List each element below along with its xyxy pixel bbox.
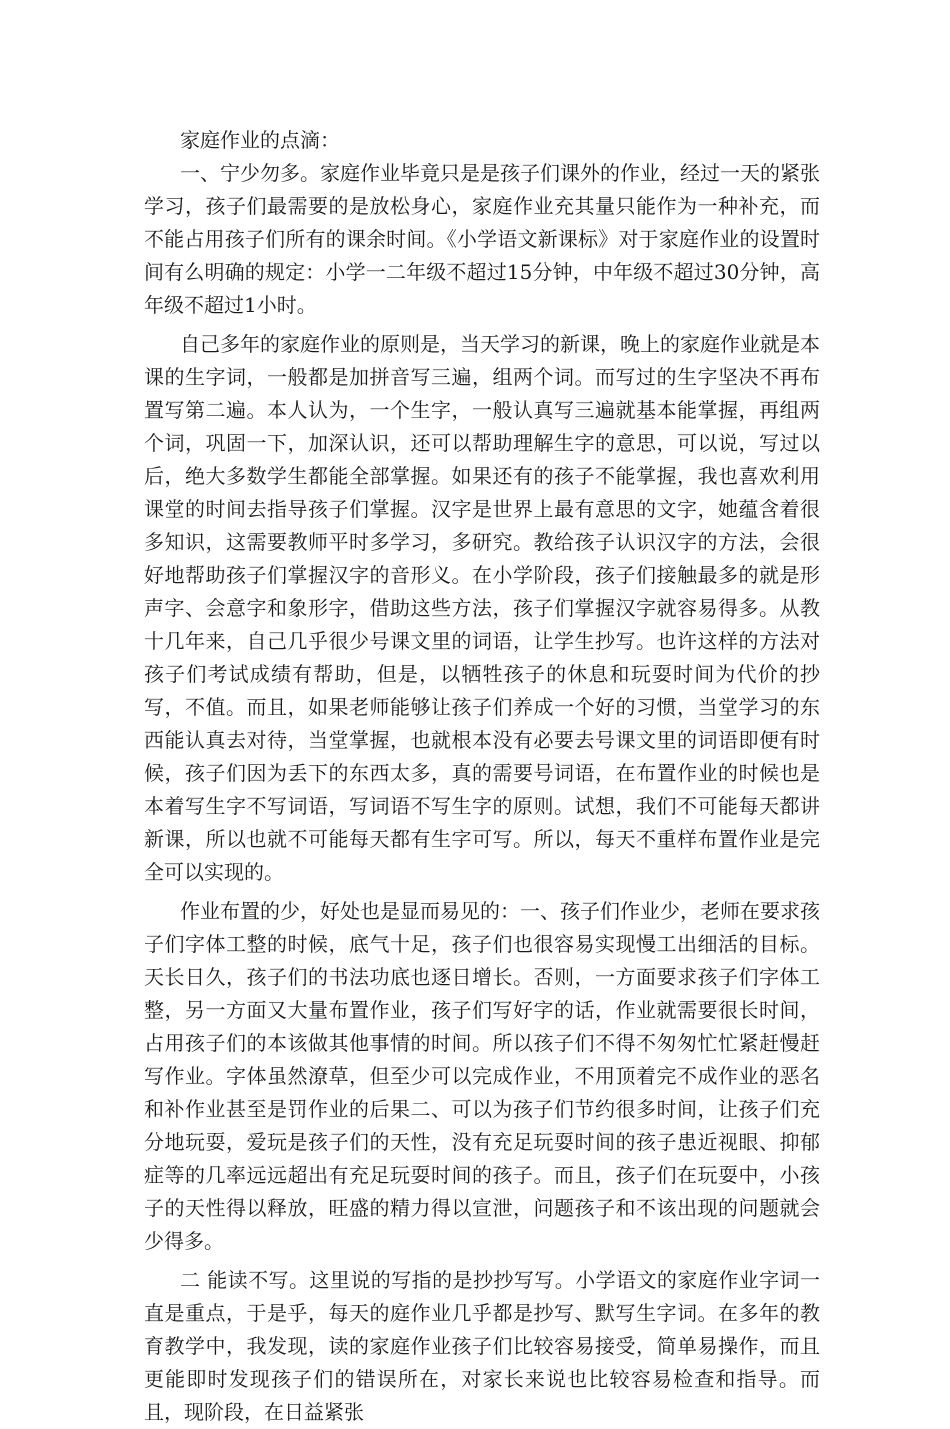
paragraph-2: 自己多年的家庭作业的原则是，当天学习的新课，晚上的家庭作业就是本课的生字词，一般都是加拼音写三遍，组两个词。而写过的生字坚决不再布置写第二遍。本人认为，一个生字，一般认真写三遍就基本能掌握，再组两个词，巩固一下，加深认识，还可以帮助理解生字的意思，可以说，写过以后，绝大多数学生都能全部掌握。如果还有的孩子不能掌握，我也喜欢利用课堂的时间去指导孩子们掌握。汉字是世界上最有意思的文字，她蕴含着很多知识，这需要教师平时多学习，多研究。教给孩子认识汉字的方法，会很好地帮助孩子们掌握汉字的音形义。在小学阶段，孩子们接触最多的就是形声字、会意字和象形字，借助这些方法，孩子们掌握汉字就容易得多。从教十几年来，自己几乎很少号课文里的词语，让学生抄写。也许这样的方法对孩子们考试成绩有帮助，但是，以牺牲孩子的休息和玩耍时间为代价的抄写，不值。而且，如果老师能够让孩子们养成一个好的习惯，当堂学习的东西能认真去对待，当堂掌握，也就根本没有必要去号课文里的词语即便有时候，孩子们因为丢下的东西太多，真的需要号词语，在布置作业的时候也是本着写生字不写词语，写词语不写生字的原则。试想，我们不可能每天都讲新课，所以也就不可能每天都有生字可写。所以，每天不重样布置作业是完全可以实现的。 bbox=[144, 332, 820, 884]
document-body bbox=[144, 124, 820, 1429]
paragraph-3: 作业布置的少，好处也是显而易见的：一、孩子们作业少，老师在要求孩子们字体工整的时候，底气十足，孩子们也很容易实现慢工出细活的目标。天长日久，孩子们的书法功底也逐日增长。否则，一方面要求孩子们字体工整，另一方面又大量布置作业，孩子们写好字的话，作业就需要很长时间，占用孩子们的本该做其他事情的时间。所以孩子们不得不匆匆忙忙紧赶慢赶写作业。字体虽然潦草，但至少可以完成作业，不用顶着完不成作业的恶名和补作业甚至是罚作业的后果二、可以为孩子们节约很多时间，让孩子们充分地玩耍，爱玩是孩子们的天性，没有充足玩耍时间的孩子患近视眼、抑郁症等的几率远远超出有充足玩耍时间的孩子。而且，孩子们在玩耍中，小孩子的天性得以释放，旺盛的精力得以宣泄，问题孩子和不该出现的问题就会少得多。 bbox=[144, 899, 820, 1253]
paragraph-4: 二 能读不写。这里说的写指的是抄抄写写。小学语文的家庭作业字词一直是重点，于是乎，每天的庭作业几乎都是抄写、默写生字词。在多年的教育教学中，我发现，读的家庭作业孩子们比较容易接受，简单易操作，而且更能即时发现孩子们的错误所在，对家长来说也比较容易检查和指导。而且，现阶段，在日益紧张 bbox=[144, 1268, 820, 1424]
paragraph-1: 一、宁少勿多。家庭作业毕竟只是是孩子们课外的作业，经过一天的紧张学习，孩子们最需要的是放松身心，家庭作业充其量只能作为一种补充，而不能占用孩子们所有的课余时间。《小学语文新课标》对于家庭作业的设置时间有么明确的规定：小学一二年级不超过15分钟，中年级不超过30分钟，高年级不超过1小时。 bbox=[144, 161, 820, 317]
document-title: 家庭作业的点滴： bbox=[180, 128, 340, 152]
